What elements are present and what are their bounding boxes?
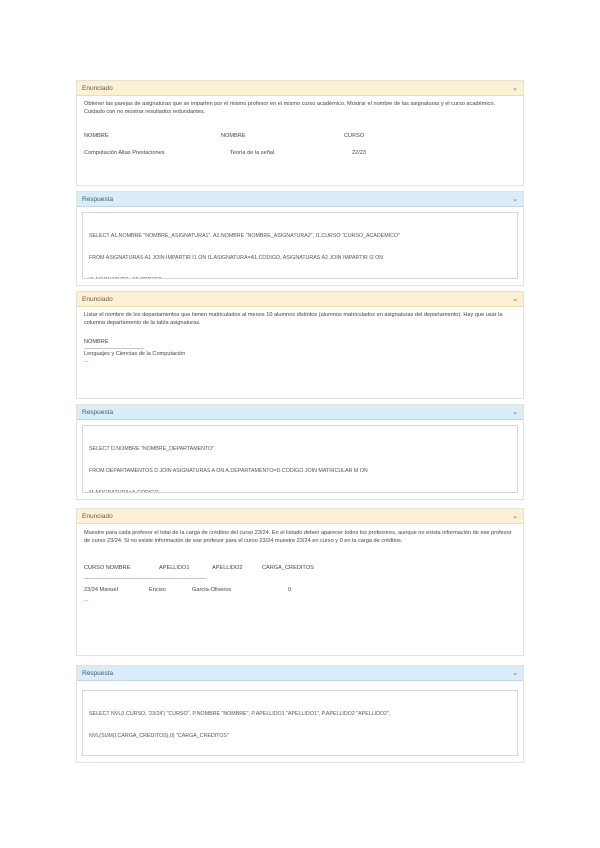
chevron-down-icon[interactable]: ⌄ (512, 296, 518, 303)
panel-title: Enunciado (82, 85, 113, 92)
code-line: FROM DEPARTAMENTOS D JOIN ASIGNATURAS A ON A.DEPARTAMENTO=D.CODIGO JOIN MATRICULAR M ON (89, 468, 368, 475)
code-line: SELECT A1.NOMBRE "NOMBRE_ASIGNATURA1", A2.NOMBRE "NOMBRE_ASIGNATURA2", I1.CURSO "CURSO_ACADEMICO" (89, 232, 400, 239)
enunciado-panel-3 (76, 508, 524, 656)
answer-textarea[interactable] (82, 212, 518, 279)
result-row (84, 586, 516, 594)
result-cell: 23/24 Manuel (84, 586, 118, 593)
panel-title: Enunciado (82, 296, 113, 303)
result-header-row (84, 564, 516, 572)
code-line: NVL(SUM(I.CARGA_CREDITOS),0) "CARGA_CREDITOS" (89, 733, 229, 740)
column-header: NOMBRE (221, 133, 246, 140)
column-header: CURSO NOMBRE (84, 564, 131, 571)
respuesta-header-1[interactable] (77, 192, 523, 207)
enunciado-text: Listar el nombre de los departamentos que tienen matriculados al menos 10 alumnos distintos (alumnos matriculados en asignaturas del departamento). Hay que usar la columna departamento de la tabla asignaturas. (84, 312, 503, 326)
chevron-down-icon[interactable]: ⌄ (512, 409, 518, 416)
enunciado-text: Muestre para cada profesor el total de la carga de créditos del curso 23/24. En el listado deben aparecer todos los profesores, aunque no exista información de ese profesor de curso 23/24. Si no existe información de ese profesor para el curso 23/24 muestre 23/24 en curso y 0 en la carga de créditos. (84, 530, 512, 545)
result-row (84, 150, 516, 158)
panel-title: Respuesta (82, 196, 114, 203)
respuesta-panel-2 (76, 404, 524, 500)
code-line (89, 755, 511, 756)
code-line (89, 277, 511, 279)
result-cell: Computación Altas Prestaciones (84, 150, 165, 157)
respuesta-header-2[interactable] (77, 405, 523, 420)
separator-dashes: ------------------------------------------------------------------------------------------ (84, 575, 207, 582)
chevron-down-icon[interactable]: ⌄ (512, 513, 518, 520)
chevron-down-icon[interactable]: ⌄ (512, 196, 518, 203)
panel-title: Respuesta (82, 409, 114, 416)
enunciado-panel-1 (76, 80, 524, 186)
respuesta-panel-3 (76, 665, 524, 763)
code-line: FROM ASIGNATURAS A1 JOIN IMPARTIR I1 ON I1.ASIGNATURA=A1.CODIGO, ASIGNATURAS A2 JOIN IMPARTIR I2 ON (89, 255, 384, 262)
enunciado-header-2[interactable] (77, 292, 523, 307)
respuesta-panel-1 (76, 191, 524, 286)
enunciado-panel-2 (76, 291, 524, 399)
answer-textarea[interactable] (82, 690, 518, 756)
enunciado-header-3[interactable] (77, 509, 523, 524)
column-header: NOMBRE (84, 339, 109, 346)
result-cell: García-Oliveros (192, 586, 232, 593)
result-cell: Enciso (149, 586, 166, 593)
enunciado-header-1[interactable] (77, 81, 523, 96)
chevron-down-icon[interactable]: ⌄ (512, 670, 518, 677)
respuesta-header-3[interactable] (77, 666, 523, 681)
panel-title: Respuesta (82, 670, 114, 677)
answer-textarea[interactable] (82, 425, 518, 493)
result-cell: Teoría de la señal (230, 150, 275, 157)
chevron-down-icon[interactable]: ⌄ (512, 85, 518, 92)
code-line (89, 490, 511, 493)
panel-title: Enunciado (82, 513, 113, 520)
separator-dashes: -------------------------------------------- (84, 345, 144, 352)
column-header: APELLIDO1 (159, 564, 190, 571)
column-header: APELLIDO2 (212, 564, 243, 571)
column-header: NOMBRE (84, 133, 109, 140)
result-header-row (84, 133, 516, 141)
ellipsis: ... (84, 596, 89, 603)
result-cell: 22/23 (352, 150, 366, 157)
enunciado-text: Obtener las parejas de asignaturas que se imparten por el mismo profesor en el mismo curso académico. Mostrar el nombre de las asignaturas y el curso académico. Cuidado con no mostrar resultados redundantes. (84, 101, 496, 115)
code-line: SELECT D.NOMBRE "NOMBRE_DEPARTAMENTO" (89, 445, 215, 452)
code-line: SELECT NVL(I.CURSO, '23/24') "CURSO", P.NOMBRE "NOMBRE", P.APELLIDO1 "APELLIDO1", P.APELLIDO2 "APELLIDO2", (89, 710, 391, 717)
column-header: CURSO (344, 133, 365, 140)
column-header: CARGA_CREDITOS (262, 564, 314, 571)
result-cell: Lenguajes y Ciencias de la Computación (84, 350, 186, 357)
result-cell: 0 (288, 586, 292, 593)
ellipsis: ... (84, 358, 89, 365)
